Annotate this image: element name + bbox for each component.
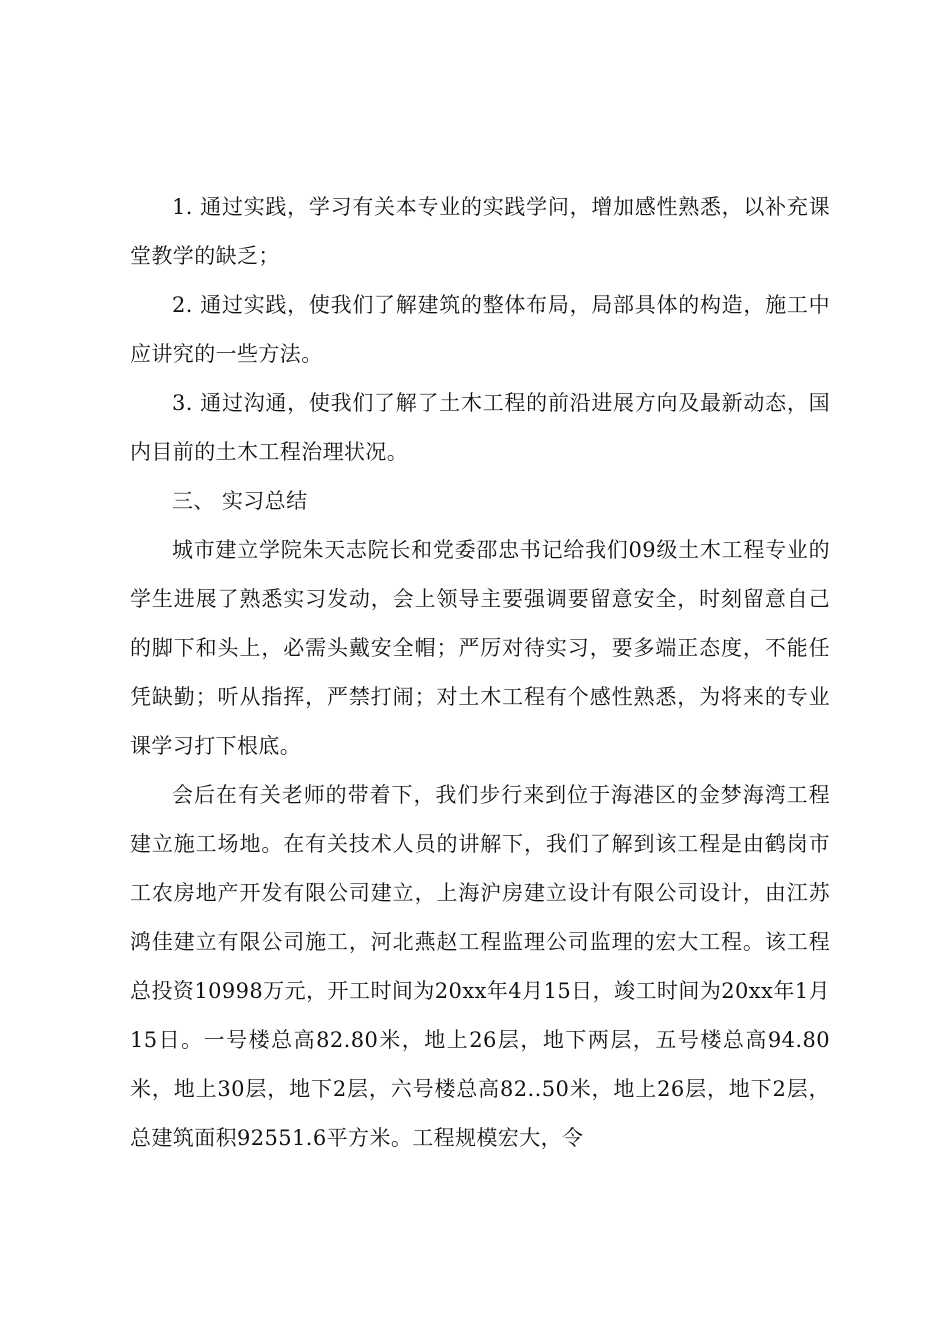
list-item-3: 3. 通过沟通，使我们了解了土木工程的前沿进展方向及最新动态，国内目前的土木工程治理状况。 — [130, 391, 830, 464]
list-item-2: 2. 通过实践，使我们了解建筑的整体布局，局部具体的构造，施工中应讲究的一些方法。 — [130, 293, 830, 366]
body-paragraph-2: 会后在有关老师的带着下，我们步行来到位于海港区的金梦海湾工程建立施工场地。在有关技术人员的讲解下，我们了解到该工程是由鹤岗市工农房地产开发有限公司建立，上海沪房建立设计有限公司设计，由江苏鸿佳建立有限公司施工，河北燕赵工程监理公司监理的宏大工程。该工程 总投资10998万元，开工时间为20xx年4月15日，竣工时间为20xx年1月15日。一号楼总高82.80米，地上26层，地下两层，五号楼总高94.80米，地上30层，地下2层，六号楼总高82..50米，地上26层，地下2层，总建筑面积92551.6平方米。工程规模宏大，令 — [130, 783, 830, 1150]
section-heading: 三、 实习总结 — [172, 489, 308, 513]
list-item-1: 1. 通过实践，学习有关本专业的实践学问，增加感性熟悉，以补充课堂教学的缺乏； — [130, 195, 830, 268]
body-paragraph-1: 城市建立学院朱天志院长和党委邵忠书记给我们09级土木工程专业的学生进展了熟悉实习发动，会上领导主要强调要留意安全，时刻留意自己的脚下和头上，必需头戴安全帽；严厉对待实习，要多端正态度，不能任凭缺勤；听从指挥，严禁打闹；对土木工程有个感性熟悉，为将来的专业课学习打下根底。 — [130, 538, 830, 758]
document-page — [130, 183, 830, 1163]
